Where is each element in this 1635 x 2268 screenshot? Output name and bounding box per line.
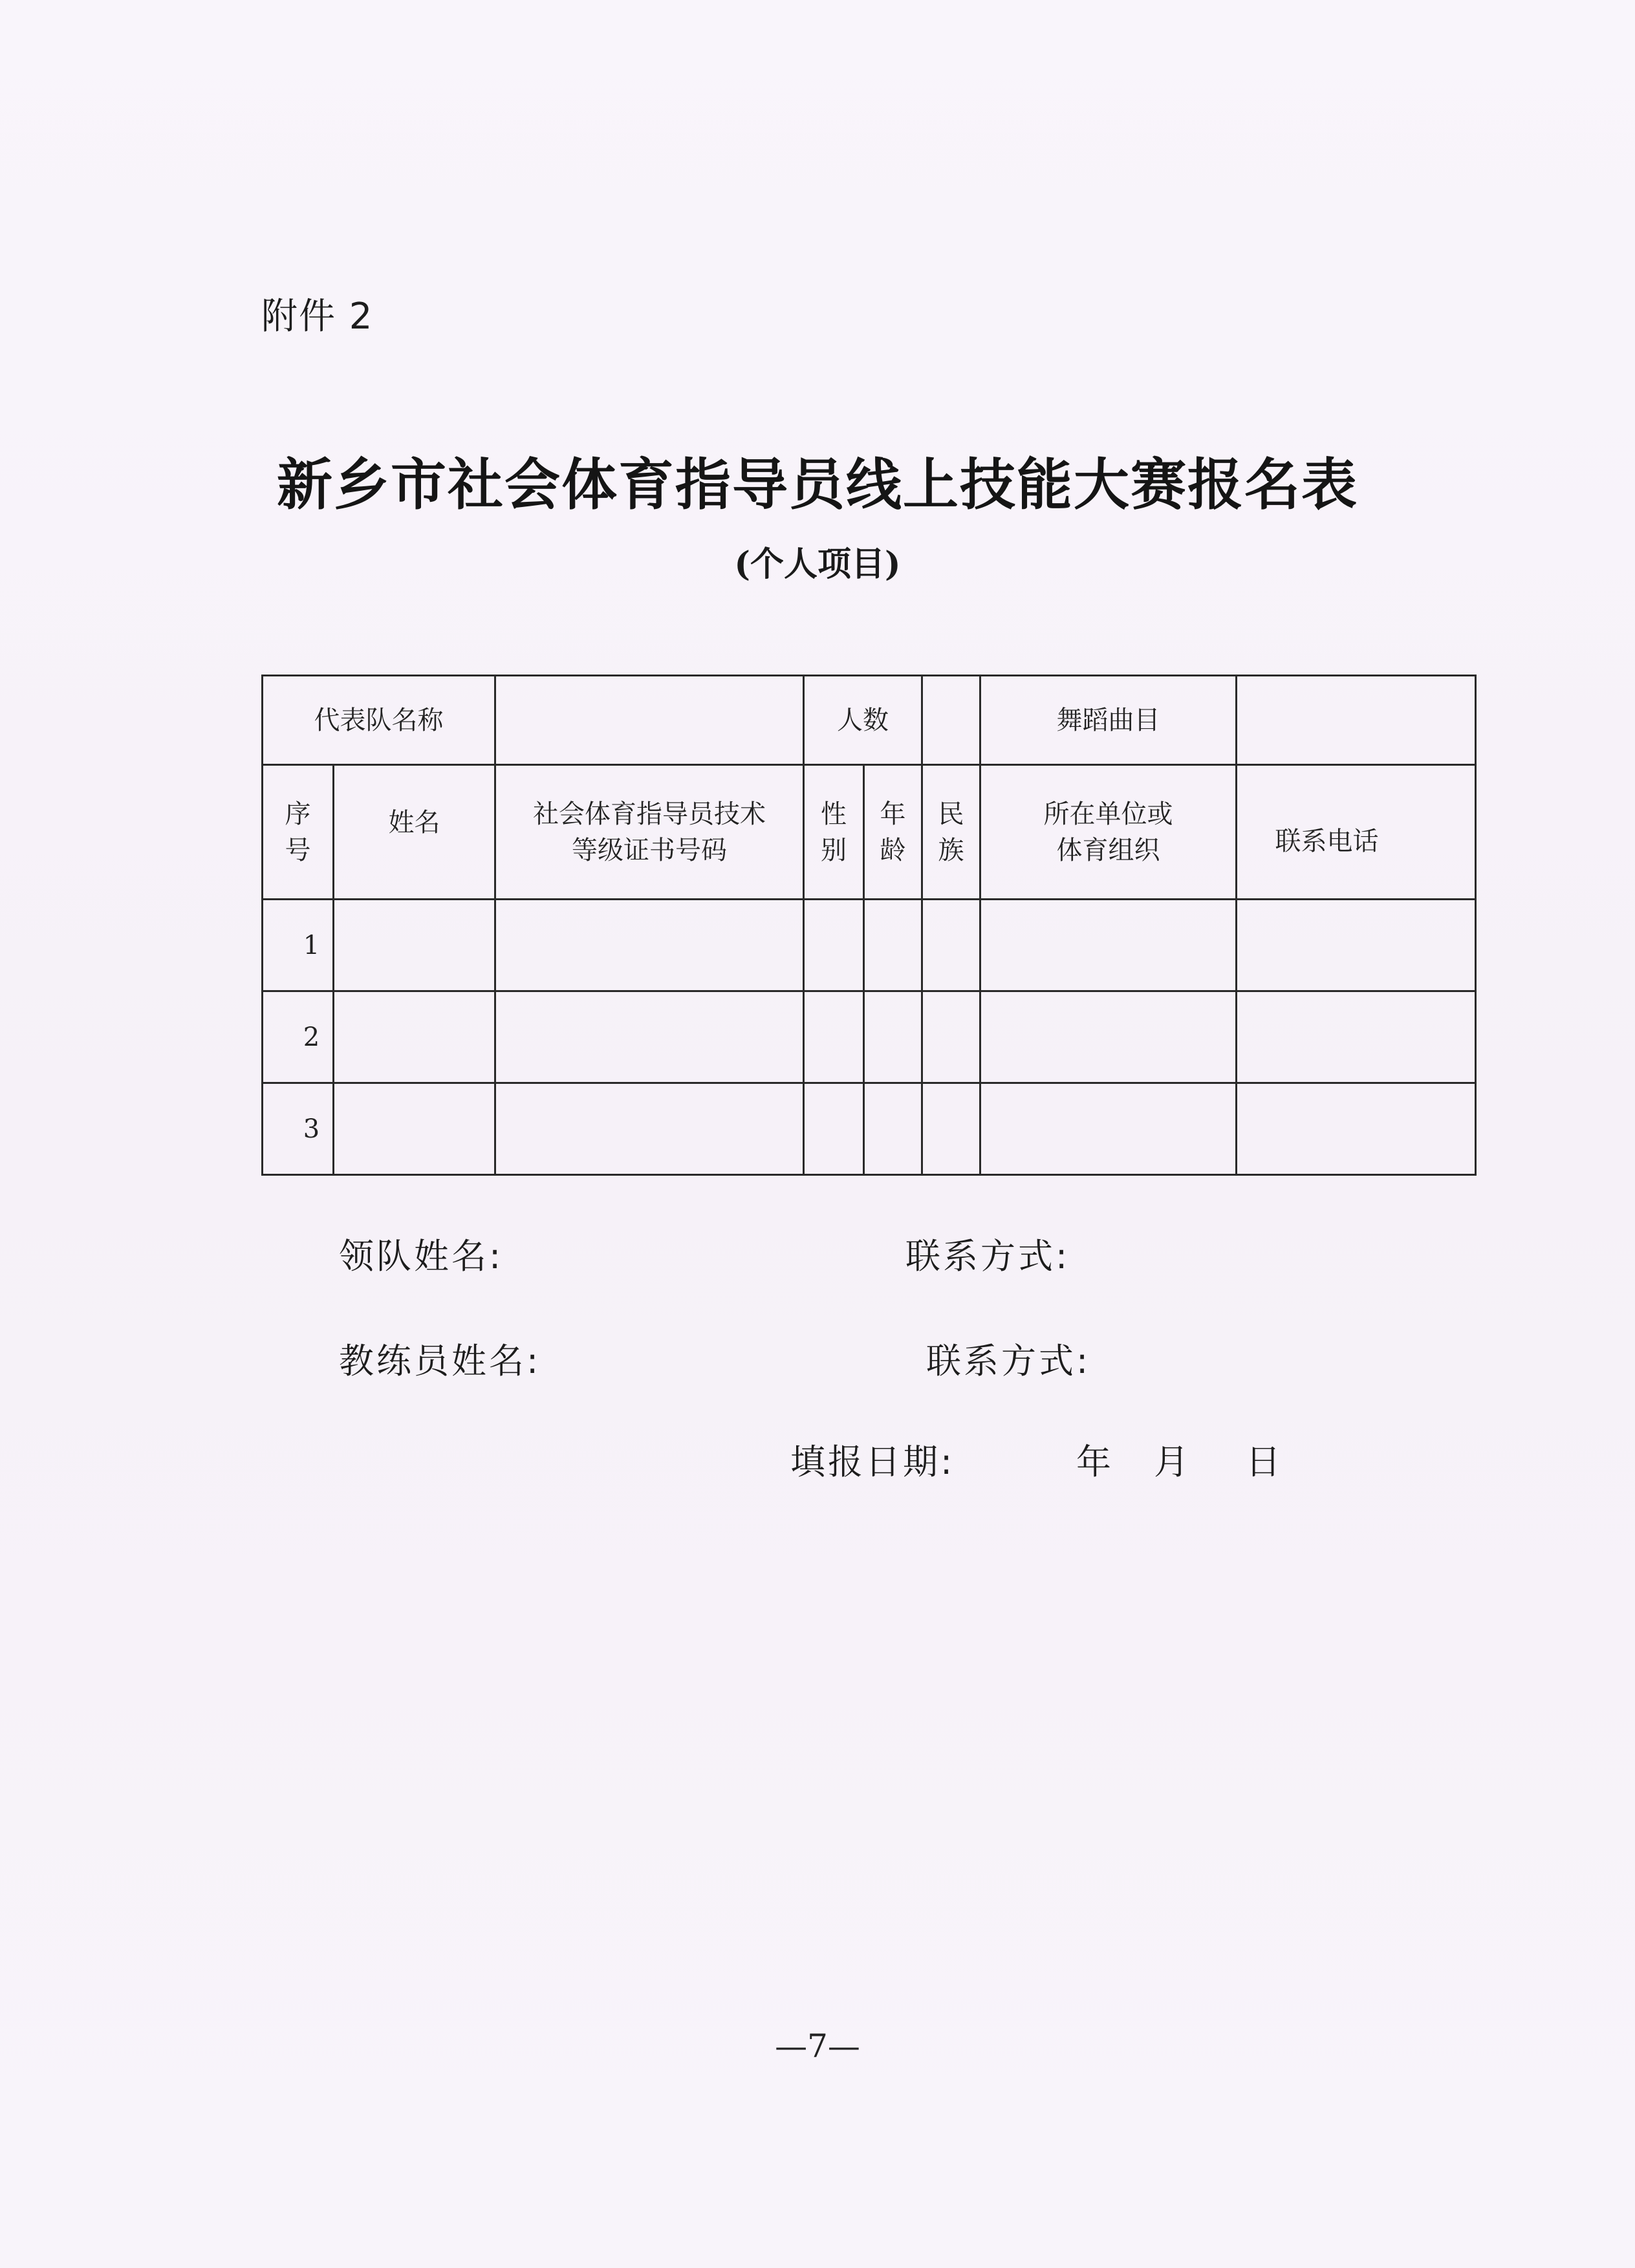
attachment-label: 附件 2 bbox=[261, 296, 374, 338]
row-age-field[interactable] bbox=[864, 991, 922, 1083]
leader-name-label: 领队姓名: bbox=[339, 1236, 504, 1277]
col-header-seq bbox=[263, 765, 334, 900]
row-phone-field[interactable] bbox=[1237, 900, 1476, 991]
row-org-field[interactable] bbox=[980, 1083, 1237, 1175]
row-phone-field[interactable] bbox=[1237, 991, 1476, 1083]
row-gender-field[interactable] bbox=[804, 900, 864, 991]
team-info-row bbox=[263, 676, 1476, 765]
leader-contact-label: 联系方式: bbox=[905, 1236, 1070, 1277]
row-org-field[interactable] bbox=[980, 900, 1237, 991]
team-name-label: 代表队名称 bbox=[263, 676, 495, 765]
col-header-seq-text: 序 号 bbox=[285, 799, 311, 865]
col-header-ethnicity bbox=[922, 765, 980, 900]
col-header-cert bbox=[495, 765, 804, 900]
col-header-org-text: 所在单位或 体育组织 bbox=[1043, 799, 1173, 865]
col-header-cert-text: 社会体育指导员技术 等级证书号码 bbox=[533, 799, 766, 865]
row-name-field[interactable] bbox=[334, 991, 495, 1083]
row-gender-field[interactable] bbox=[804, 991, 864, 1083]
col-header-phone bbox=[1237, 765, 1476, 900]
dance-field[interactable] bbox=[1237, 676, 1476, 765]
row-name-field[interactable] bbox=[334, 1083, 495, 1175]
row-ethnicity-field[interactable] bbox=[922, 1083, 980, 1175]
row-gender-field[interactable] bbox=[804, 1083, 864, 1175]
table-row bbox=[263, 900, 1476, 991]
col-header-gender bbox=[804, 765, 864, 900]
row-cert-field[interactable] bbox=[495, 900, 804, 991]
page-number: —7— bbox=[775, 2027, 860, 2065]
headcount-label: 人数 bbox=[804, 676, 922, 765]
registration-table bbox=[261, 675, 1477, 1176]
row-age-field[interactable] bbox=[864, 1083, 922, 1175]
column-header-row bbox=[263, 765, 1476, 900]
col-header-ethnicity-text: 民 族 bbox=[938, 799, 964, 865]
year-label: 年 bbox=[1076, 1442, 1114, 1482]
row-seq: 2 bbox=[263, 991, 334, 1083]
col-header-name-text: 姓名 bbox=[388, 807, 440, 837]
table-row bbox=[263, 1083, 1476, 1175]
row-cert-field[interactable] bbox=[495, 991, 804, 1083]
row-ethnicity-field[interactable] bbox=[922, 900, 980, 991]
col-header-age bbox=[864, 765, 922, 900]
row-age-field[interactable] bbox=[864, 900, 922, 991]
date-label: 填报日期: bbox=[790, 1442, 955, 1482]
team-name-field[interactable] bbox=[495, 676, 804, 765]
col-header-phone-text: 联系电话 bbox=[1275, 826, 1379, 856]
headcount-field[interactable] bbox=[922, 676, 980, 765]
day-label: 日 bbox=[1246, 1442, 1283, 1482]
row-ethnicity-field[interactable] bbox=[922, 991, 980, 1083]
coach-contact-label: 联系方式: bbox=[926, 1341, 1091, 1381]
row-cert-field[interactable] bbox=[495, 1083, 804, 1175]
col-header-age-text: 年 龄 bbox=[880, 799, 906, 865]
document-title: 新乡市社会体育指导员线上技能大赛报名表 bbox=[277, 452, 1358, 517]
row-seq: 1 bbox=[263, 900, 334, 991]
row-seq: 3 bbox=[263, 1083, 334, 1175]
coach-name-label: 教练员姓名: bbox=[339, 1341, 541, 1381]
col-header-name bbox=[334, 765, 495, 900]
row-name-field[interactable] bbox=[334, 900, 495, 991]
row-phone-field[interactable] bbox=[1237, 1083, 1476, 1175]
dance-label: 舞蹈曲目 bbox=[980, 676, 1237, 765]
month-label: 月 bbox=[1154, 1442, 1191, 1482]
col-header-org bbox=[980, 765, 1237, 900]
row-org-field[interactable] bbox=[980, 991, 1237, 1083]
document-subtitle: (个人项目) bbox=[734, 545, 901, 584]
col-header-gender-text: 性 别 bbox=[821, 799, 847, 865]
table-row bbox=[263, 991, 1476, 1083]
